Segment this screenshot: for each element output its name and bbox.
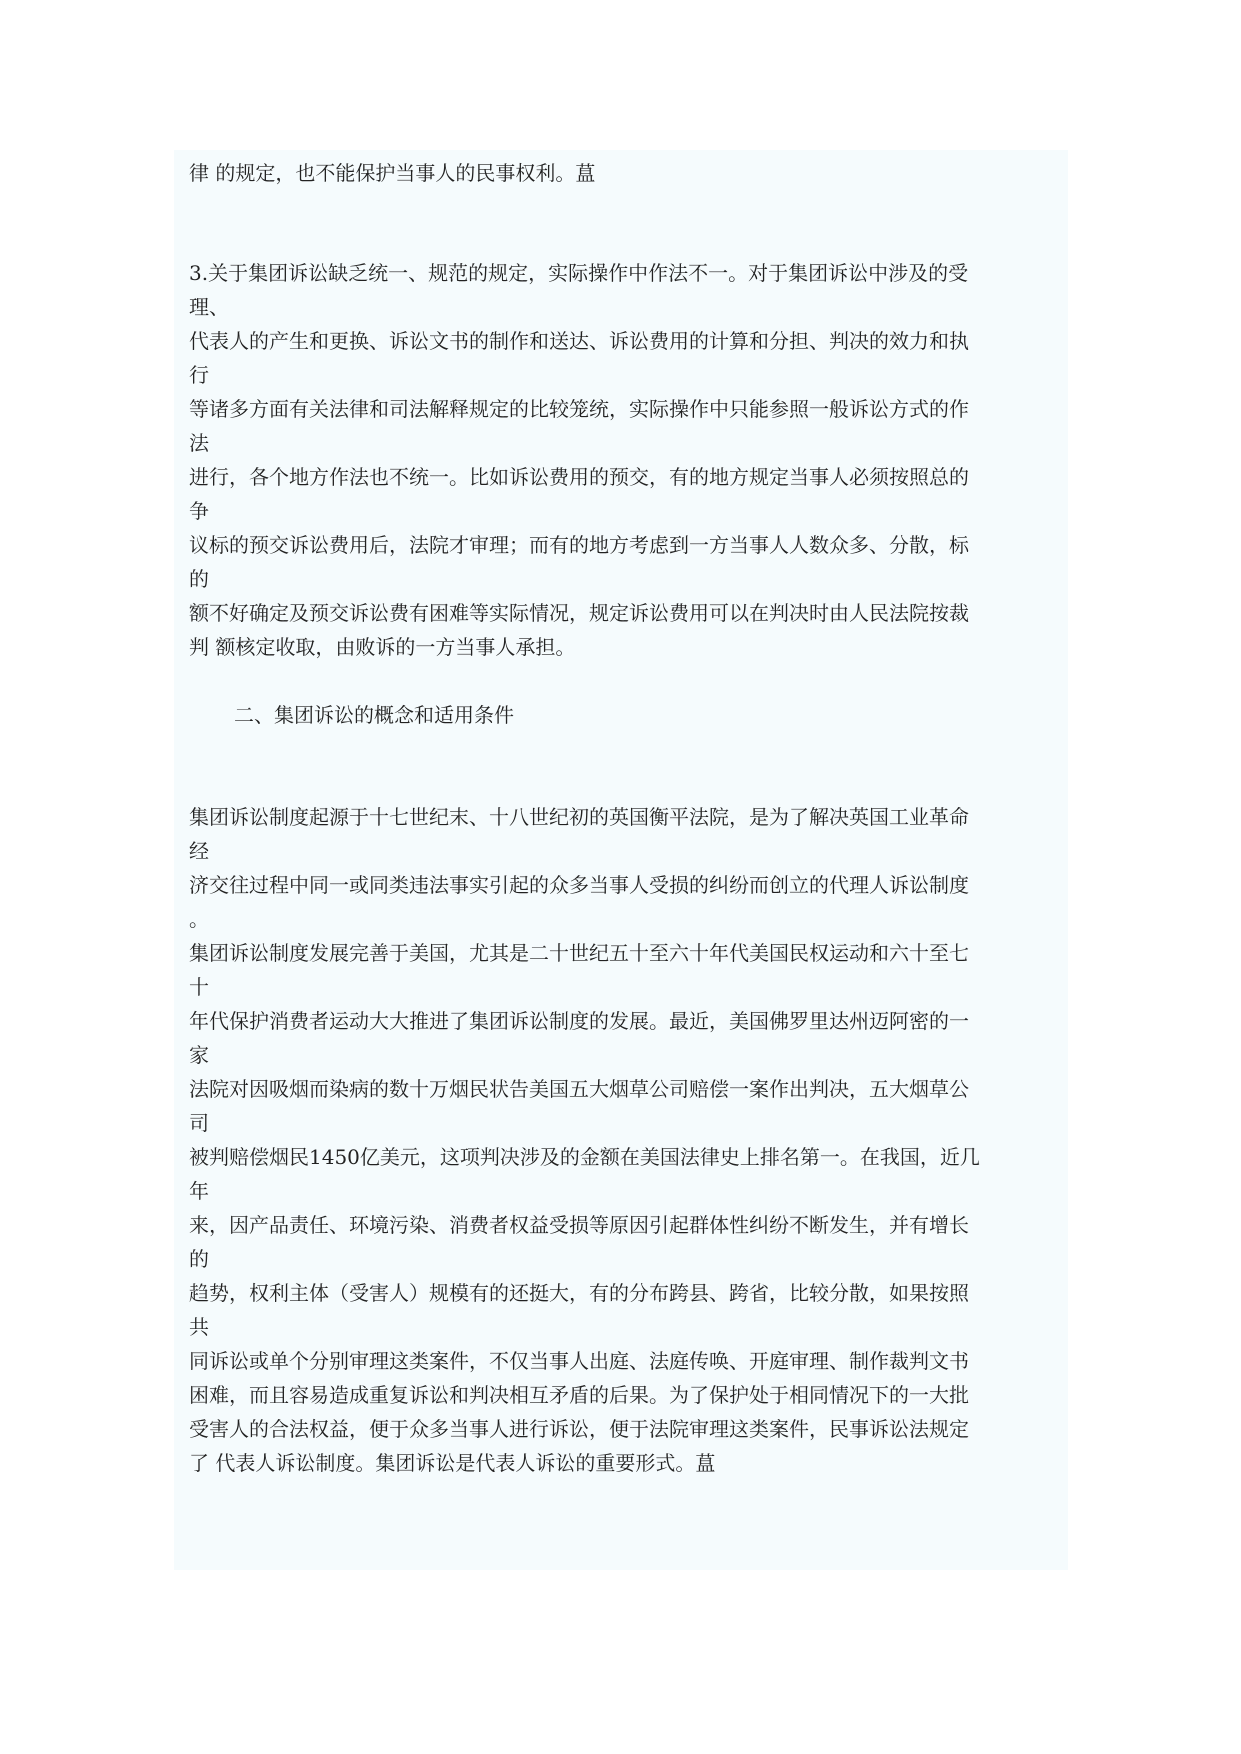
section-heading: 二、集团诉讼的概念和适用条件 — [234, 703, 514, 727]
text-line: 被判赔偿烟民1450亿美元，这项判决涉及的金额在美国法律史上排名第一。在我国，近几 — [189, 1145, 980, 1169]
text-line: 趋势，权利主体（受害人）规模有的还挺大，有的分布跨县、跨省，比较分散，如果按照 — [189, 1281, 969, 1305]
text-line: 来，因产品责任、环境污染、消费者权益受损等原因引起群体性纠纷不断发生，并有增长 — [189, 1213, 969, 1237]
text-line: 集团诉讼制度起源于十七世纪末、十八世纪初的英国衡平法院，是为了解决英国工业革命 — [189, 805, 969, 829]
text-line: 法院对因吸烟而染病的数十万烟民状告美国五大烟草公司赔偿一案作出判决，五大烟草公 — [189, 1077, 969, 1101]
text-line: 的 — [189, 1247, 209, 1271]
text-line: 进行，各个地方作法也不统一。比如诉讼费用的预交，有的地方规定当事人必须按照总的 — [189, 465, 969, 489]
text-line: 同诉讼或单个分别审理这类案件，不仅当事人出庭、法庭传唤、开庭审理、制作裁判文书 — [189, 1349, 969, 1373]
text-line: 。 — [189, 907, 209, 931]
text-line: 代表人的产生和更换、诉讼文书的制作和送达、诉讼费用的计算和分担、判决的效力和执 — [189, 329, 969, 353]
text-line: 3.关于集团诉讼缺乏统一、规范的规定，实际操作中作法不一。对于集团诉讼中涉及的受 — [189, 261, 969, 285]
text-line: 律 的规定，也不能保护当事人的民事权利。蒀 — [189, 161, 596, 185]
text-line: 行 — [189, 363, 209, 387]
text-line: 判 额核定收取，由败诉的一方当事人承担。 — [189, 635, 576, 659]
text-line: 争 — [189, 499, 209, 523]
text-line: 理、 — [189, 295, 229, 319]
text-line: 困难，而且容易造成重复诉讼和判决相互矛盾的后果。为了保护处于相同情况下的一大批 — [189, 1383, 969, 1407]
text-line: 司 — [189, 1111, 209, 1135]
text-line: 共 — [189, 1315, 209, 1339]
text-line: 议标的预交诉讼费用后，法院才审理；而有的地方考虑到一方当事人人数众多、分散，标 — [189, 533, 969, 557]
text-line: 年代保护消费者运动大大推进了集团诉讼制度的发展。最近，美国佛罗里达州迈阿密的一 — [189, 1009, 969, 1033]
text-line: 年 — [189, 1179, 209, 1203]
text-line: 经 — [189, 839, 209, 863]
text-line: 了 代表人诉讼制度。集团诉讼是代表人诉讼的重要形式。蒀 — [189, 1451, 716, 1475]
text-line: 的 — [189, 567, 209, 591]
text-line: 家 — [189, 1043, 209, 1067]
text-line: 等诸多方面有关法律和司法解释规定的比较笼统，实际操作中只能参照一般诉讼方式的作 — [189, 397, 969, 421]
text-line: 额不好确定及预交诉讼费有困难等实际情况，规定诉讼费用可以在判决时由人民法院按裁 — [189, 601, 969, 625]
text-line: 法 — [189, 431, 209, 455]
text-line: 十 — [189, 975, 209, 999]
text-line: 集团诉讼制度发展完善于美国，尤其是二十世纪五十至六十年代美国民权运动和六十至七 — [189, 941, 969, 965]
text-line: 受害人的合法权益，便于众多当事人进行诉讼，便于法院审理这类案件，民事诉讼法规定 — [189, 1417, 969, 1441]
text-line: 济交往过程中同一或同类违法事实引起的众多当事人受损的纠纷而创立的代理人诉讼制度 — [189, 873, 969, 897]
